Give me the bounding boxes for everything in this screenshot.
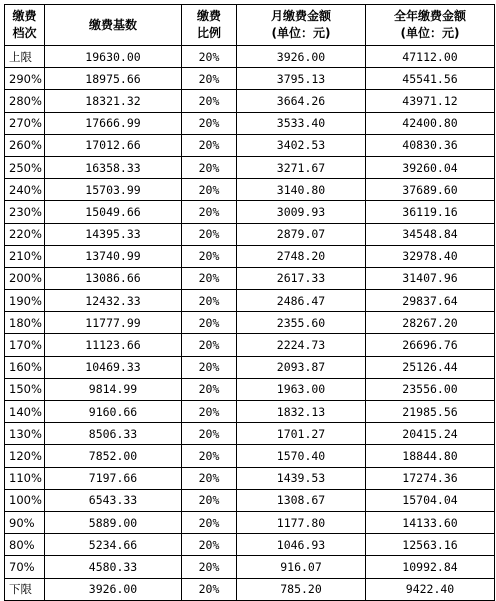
table-row (5, 423, 495, 445)
table-row (5, 356, 495, 378)
cell-monthly: 1308.67 (237, 489, 366, 511)
table-row (5, 46, 495, 68)
cell-ratio: 20% (182, 378, 237, 400)
cell-annual: 23556.00 (366, 378, 495, 400)
cell-grade: 170% (5, 334, 45, 356)
cell-grade: 200% (5, 267, 45, 289)
cell-grade: 上限 (5, 46, 45, 68)
header-annual-line-2: (单位：元) (400, 26, 460, 40)
table-row (5, 267, 495, 289)
cell-monthly: 3795.13 (237, 68, 366, 90)
cell-ratio: 20% (182, 312, 237, 334)
cell-ratio: 20% (182, 445, 237, 467)
header-annual-line-1: 全年缴费金额 (393, 9, 466, 23)
cell-base: 7852.00 (45, 445, 182, 467)
header-monthly-line-2: (单位：元) (271, 26, 331, 40)
table-row (5, 445, 495, 467)
header-annual (366, 5, 495, 46)
cell-monthly: 3140.80 (237, 179, 366, 201)
cell-grade: 180% (5, 312, 45, 334)
cell-ratio: 20% (182, 556, 237, 578)
cell-base: 18321.32 (45, 90, 182, 112)
cell-grade: 230% (5, 201, 45, 223)
cell-ratio: 20% (182, 423, 237, 445)
cell-base: 13740.99 (45, 245, 182, 267)
cell-grade: 下限 (5, 578, 45, 600)
cell-grade: 160% (5, 356, 45, 378)
cell-annual: 20415.24 (366, 423, 495, 445)
cell-grade: 130% (5, 423, 45, 445)
cell-base: 5889.00 (45, 511, 182, 533)
header-monthly (237, 5, 366, 46)
cell-ratio: 20% (182, 179, 237, 201)
cell-ratio: 20% (182, 290, 237, 312)
cell-ratio: 20% (182, 68, 237, 90)
cell-ratio: 20% (182, 46, 237, 68)
table-row (5, 179, 495, 201)
cell-base: 10469.33 (45, 356, 182, 378)
cell-grade: 90% (5, 511, 45, 533)
cell-base: 9160.66 (45, 401, 182, 423)
cell-base: 18975.66 (45, 68, 182, 90)
cell-base: 11777.99 (45, 312, 182, 334)
cell-ratio: 20% (182, 201, 237, 223)
cell-monthly: 2617.33 (237, 267, 366, 289)
cell-annual: 37689.60 (366, 179, 495, 201)
cell-grade: 290% (5, 68, 45, 90)
cell-ratio: 20% (182, 578, 237, 600)
cell-ratio: 20% (182, 156, 237, 178)
header-ratio-line-2: 比例 (196, 26, 221, 40)
table-row (5, 134, 495, 156)
cell-annual: 12563.16 (366, 534, 495, 556)
cell-ratio: 20% (182, 511, 237, 533)
cell-ratio: 20% (182, 245, 237, 267)
cell-annual: 45541.56 (366, 68, 495, 90)
cell-annual: 39260.04 (366, 156, 495, 178)
header-grade (5, 5, 45, 46)
cell-ratio: 20% (182, 401, 237, 423)
header-grade-line-1: 缴费 (12, 9, 37, 23)
cell-monthly: 3402.53 (237, 134, 366, 156)
cell-grade: 110% (5, 467, 45, 489)
cell-monthly: 2093.87 (237, 356, 366, 378)
header-base (45, 5, 182, 46)
cell-monthly: 1177.80 (237, 511, 366, 533)
cell-monthly: 785.20 (237, 578, 366, 600)
cell-annual: 9422.40 (366, 578, 495, 600)
cell-annual: 36119.16 (366, 201, 495, 223)
cell-grade: 210% (5, 245, 45, 267)
cell-monthly: 1439.53 (237, 467, 366, 489)
cell-monthly: 1701.27 (237, 423, 366, 445)
table-row (5, 223, 495, 245)
header-monthly-line-1: 月缴费金额 (270, 9, 331, 23)
table-row (5, 511, 495, 533)
cell-base: 5234.66 (45, 534, 182, 556)
cell-monthly: 1963.00 (237, 378, 366, 400)
cell-annual: 31407.96 (366, 267, 495, 289)
cell-annual: 21985.56 (366, 401, 495, 423)
cell-ratio: 20% (182, 223, 237, 245)
cell-grade: 120% (5, 445, 45, 467)
contribution-table (4, 4, 495, 601)
table-header-row (5, 5, 495, 46)
table-row (5, 156, 495, 178)
cell-ratio: 20% (182, 334, 237, 356)
cell-annual: 15704.04 (366, 489, 495, 511)
cell-grade: 80% (5, 534, 45, 556)
cell-base: 19630.00 (45, 46, 182, 68)
cell-ratio: 20% (182, 467, 237, 489)
header-grade-line-2: 档次 (12, 26, 37, 40)
cell-grade: 100% (5, 489, 45, 511)
cell-annual: 25126.44 (366, 356, 495, 378)
cell-base: 14395.33 (45, 223, 182, 245)
cell-annual: 34548.84 (366, 223, 495, 245)
cell-grade: 190% (5, 290, 45, 312)
table-row (5, 401, 495, 423)
cell-base: 8506.33 (45, 423, 182, 445)
cell-monthly: 3926.00 (237, 46, 366, 68)
cell-monthly: 3009.93 (237, 201, 366, 223)
cell-base: 15049.66 (45, 201, 182, 223)
cell-base: 4580.33 (45, 556, 182, 578)
cell-grade: 270% (5, 112, 45, 134)
table-row (5, 245, 495, 267)
cell-grade: 150% (5, 378, 45, 400)
cell-base: 13086.66 (45, 267, 182, 289)
cell-ratio: 20% (182, 112, 237, 134)
cell-grade: 140% (5, 401, 45, 423)
table-row (5, 378, 495, 400)
cell-annual: 28267.20 (366, 312, 495, 334)
table-row (5, 90, 495, 112)
cell-base: 17012.66 (45, 134, 182, 156)
cell-monthly: 1832.13 (237, 401, 366, 423)
cell-grade: 260% (5, 134, 45, 156)
table-row (5, 290, 495, 312)
table-body (5, 46, 495, 601)
cell-annual: 18844.80 (366, 445, 495, 467)
cell-grade: 240% (5, 179, 45, 201)
cell-base: 9814.99 (45, 378, 182, 400)
cell-annual: 17274.36 (366, 467, 495, 489)
cell-base: 7197.66 (45, 467, 182, 489)
cell-ratio: 20% (182, 267, 237, 289)
cell-monthly: 3271.67 (237, 156, 366, 178)
cell-grade: 70% (5, 556, 45, 578)
cell-annual: 26696.76 (366, 334, 495, 356)
table-row (5, 312, 495, 334)
header-ratio-line-1: 缴费 (196, 9, 221, 23)
cell-annual: 14133.60 (366, 511, 495, 533)
cell-monthly: 2486.47 (237, 290, 366, 312)
cell-ratio: 20% (182, 134, 237, 156)
cell-base: 6543.33 (45, 489, 182, 511)
header-ratio (182, 5, 237, 46)
cell-ratio: 20% (182, 356, 237, 378)
cell-base: 17666.99 (45, 112, 182, 134)
table-row (5, 201, 495, 223)
table-row (5, 112, 495, 134)
table-row (5, 334, 495, 356)
table-row (5, 467, 495, 489)
cell-grade: 250% (5, 156, 45, 178)
cell-ratio: 20% (182, 90, 237, 112)
table-row (5, 68, 495, 90)
cell-monthly: 2355.60 (237, 312, 366, 334)
cell-annual: 43971.12 (366, 90, 495, 112)
cell-monthly: 2748.20 (237, 245, 366, 267)
table-row (5, 578, 495, 600)
cell-monthly: 1046.93 (237, 534, 366, 556)
cell-base: 3926.00 (45, 578, 182, 600)
cell-base: 16358.33 (45, 156, 182, 178)
cell-monthly: 3533.40 (237, 112, 366, 134)
cell-annual: 42400.80 (366, 112, 495, 134)
cell-annual: 32978.40 (366, 245, 495, 267)
cell-monthly: 2879.07 (237, 223, 366, 245)
cell-grade: 280% (5, 90, 45, 112)
cell-monthly: 1570.40 (237, 445, 366, 467)
header-base-line-1: 缴费基数 (88, 17, 137, 32)
cell-ratio: 20% (182, 534, 237, 556)
cell-annual: 10992.84 (366, 556, 495, 578)
cell-annual: 29837.64 (366, 290, 495, 312)
cell-annual: 47112.00 (366, 46, 495, 68)
cell-annual: 40830.36 (366, 134, 495, 156)
table-row (5, 534, 495, 556)
cell-base: 15703.99 (45, 179, 182, 201)
cell-base: 11123.66 (45, 334, 182, 356)
cell-ratio: 20% (182, 489, 237, 511)
cell-monthly: 2224.73 (237, 334, 366, 356)
cell-grade: 220% (5, 223, 45, 245)
cell-monthly: 3664.26 (237, 90, 366, 112)
cell-base: 12432.33 (45, 290, 182, 312)
table-row (5, 489, 495, 511)
cell-monthly: 916.07 (237, 556, 366, 578)
